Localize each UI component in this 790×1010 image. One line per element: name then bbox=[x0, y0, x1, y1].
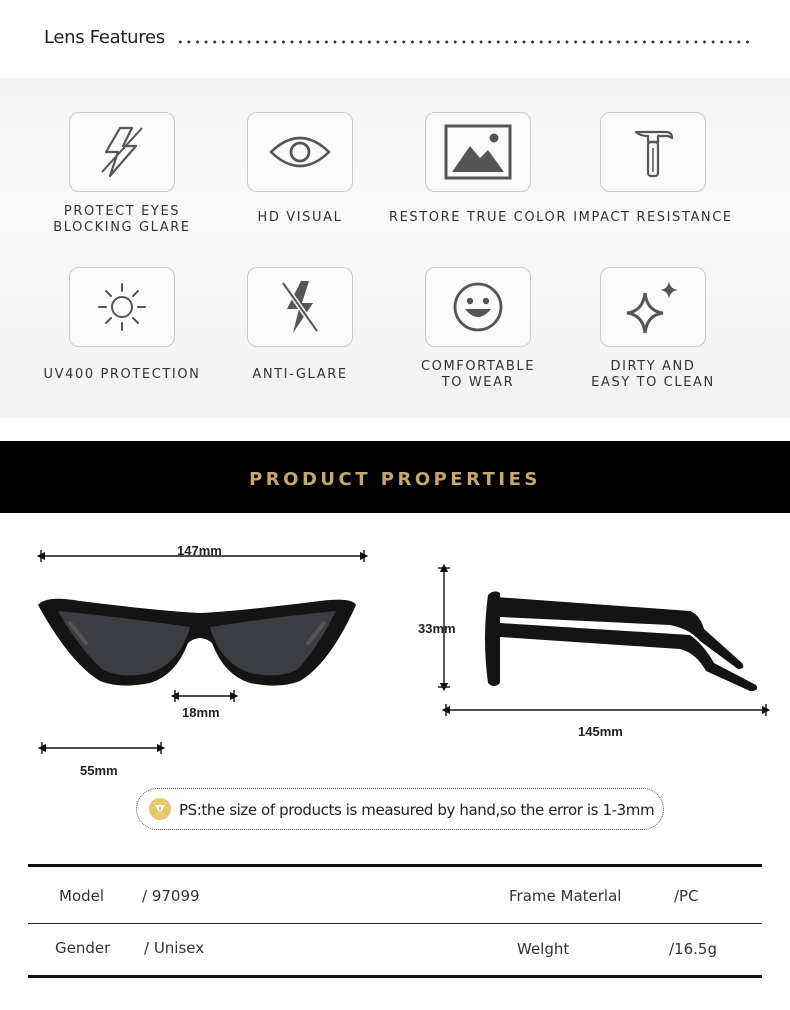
glasses-side-image bbox=[485, 591, 757, 691]
glasses-dimensions-diagram bbox=[0, 513, 790, 783]
temple-length-label: 145mm bbox=[578, 724, 623, 739]
model-label: Model bbox=[59, 887, 105, 905]
feature-label: UV400 PROTECTION bbox=[43, 367, 201, 382]
feature-label: COMFORTABLE TO WEAR bbox=[420, 359, 536, 390]
spec-divider bbox=[28, 923, 762, 924]
bridge-label: 18mm bbox=[182, 705, 220, 720]
temple-length-measure bbox=[446, 704, 766, 716]
frame-material-value: /PC bbox=[674, 887, 699, 905]
lens-height-label: 33mm bbox=[418, 621, 456, 636]
no-lightning-icon bbox=[247, 267, 353, 347]
feature-hd-visual bbox=[210, 112, 390, 226]
feature-comfortable bbox=[388, 267, 568, 391]
lens-width-measure bbox=[42, 742, 161, 754]
frame-material-label: Frame Materlal bbox=[509, 887, 622, 905]
feature-label: IMPACT RESISTANCE bbox=[573, 210, 733, 225]
lightning-icon bbox=[69, 112, 175, 192]
total-width-label: 147mm bbox=[177, 543, 222, 558]
specs-table bbox=[28, 864, 762, 978]
feature-impact-resistance bbox=[563, 112, 743, 226]
sun-icon bbox=[69, 267, 175, 347]
glasses-front-image bbox=[38, 599, 356, 686]
bridge-measure bbox=[175, 690, 234, 702]
lens-width-label: 55mm bbox=[80, 763, 118, 778]
measurement-note bbox=[136, 788, 664, 830]
product-properties-title: PRODUCT PROPERTIES bbox=[249, 469, 541, 490]
feature-label: PROTECT EYES BLOCKING GLARE bbox=[53, 204, 191, 235]
model-value: / 97099 bbox=[142, 887, 200, 905]
feature-protect-eyes bbox=[32, 112, 212, 236]
product-properties-banner bbox=[0, 441, 790, 513]
feature-anti-glare bbox=[210, 267, 390, 383]
gender-value: / Unisex bbox=[144, 939, 205, 957]
note-text: PS:the size of products is measured by hand,so the error is 1-3mm bbox=[179, 801, 655, 819]
feature-label: RESTORE TRUE COLOR bbox=[388, 210, 568, 225]
features-panel bbox=[0, 78, 790, 418]
feature-label: DIRTY AND EASY TO CLEAN bbox=[591, 359, 715, 390]
feature-label: ANTI-GLARE bbox=[252, 367, 348, 382]
lens-features-header bbox=[0, 0, 790, 78]
gender-label: Gender bbox=[55, 939, 111, 957]
eye-icon bbox=[247, 112, 353, 192]
lens-features-title: Lens Features bbox=[44, 27, 165, 48]
feature-label: HD VISUAL bbox=[257, 210, 343, 225]
weight-label: Welght bbox=[517, 940, 570, 958]
landscape-icon bbox=[425, 112, 531, 192]
dotted-divider bbox=[176, 40, 752, 44]
warning-icon bbox=[149, 798, 171, 820]
weight-value: /16.5g bbox=[669, 940, 717, 958]
smiley-icon bbox=[425, 267, 531, 347]
feature-restore-color bbox=[388, 112, 568, 226]
feature-easy-clean bbox=[563, 267, 743, 391]
feature-uv400 bbox=[32, 267, 212, 383]
hammer-icon bbox=[600, 112, 706, 192]
sparkle-icon bbox=[600, 267, 706, 347]
